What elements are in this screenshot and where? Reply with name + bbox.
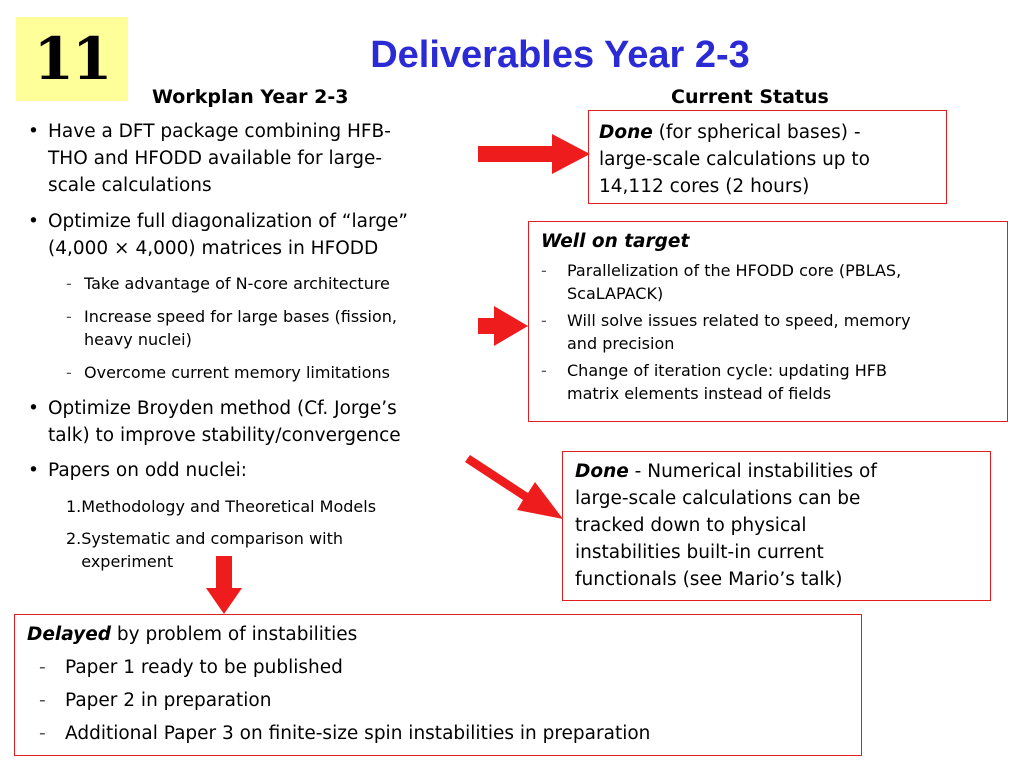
subitem-line: heavy nuclei) xyxy=(84,330,192,349)
slide-title: Deliverables Year 2-3 xyxy=(370,34,750,76)
dash-glyph: - xyxy=(541,361,547,380)
bullet-line: THO and HFODD available for large- xyxy=(48,148,383,169)
dash-glyph: - xyxy=(39,657,46,678)
status-line: large-scale calculations can be xyxy=(575,488,861,509)
dash-glyph: - xyxy=(541,261,547,280)
item-number: 2. xyxy=(66,529,82,548)
dash-glyph: - xyxy=(66,274,72,293)
status-lead: Delayed xyxy=(27,624,112,645)
item-number: 1. xyxy=(66,497,82,516)
bullet-line: (4,000 × 4,000) matrices in HFODD xyxy=(48,238,379,259)
workplan-heading: Workplan Year 2-3 xyxy=(152,86,349,108)
dash-glyph: - xyxy=(39,690,46,711)
arrow-down-icon xyxy=(206,556,242,614)
status-item-line: Will solve issues related to speed, memory xyxy=(567,311,911,330)
arrow-right-icon xyxy=(478,134,590,174)
status-item-line: Change of iteration cycle: updating HFB xyxy=(567,361,887,380)
status-item-line: Paper 1 ready to be published xyxy=(65,657,343,678)
bullet-line: Papers on odd nuclei: xyxy=(48,460,248,481)
status-text: - Numerical instabilities of xyxy=(628,461,877,482)
status-line: functionals (see Mario’s talk) xyxy=(575,569,843,590)
status-text: by problem of instabilities xyxy=(111,624,358,645)
status-line: tracked down to physical xyxy=(575,515,807,536)
status-item-line: Paper 2 in preparation xyxy=(65,690,272,711)
numbered-line: Methodology and Theoretical Models xyxy=(81,497,377,516)
status-lead: Done xyxy=(599,122,653,143)
bullet-line: Optimize Broyden method (Cf. Jorge’s xyxy=(48,398,397,419)
status-text: (for spherical bases) - xyxy=(652,122,861,143)
slide-number: 11 xyxy=(33,25,111,93)
arrow-down-right-icon xyxy=(465,455,563,519)
status-line: instabilities built-in current xyxy=(575,542,824,563)
bullet-line: Optimize full diagonalization of “large” xyxy=(48,211,408,232)
status-line: large-scale calculations up to xyxy=(599,149,871,170)
subitem-line: Overcome current memory limitations xyxy=(84,363,390,382)
status-item-line: matrix elements instead of fields xyxy=(567,384,832,403)
status-lead: Done xyxy=(575,461,629,482)
bullet-glyph: • xyxy=(28,121,39,142)
bullet-line: talk) to improve stability/convergence xyxy=(48,425,401,446)
arrow-right-icon xyxy=(478,306,528,346)
dash-glyph: - xyxy=(541,311,547,330)
status-item-line: ScaLAPACK) xyxy=(567,284,664,303)
status-heading: Current Status xyxy=(671,86,829,108)
status-line: 14,112 cores (2 hours) xyxy=(599,176,810,197)
subitem-line: Increase speed for large bases (fission, xyxy=(84,307,397,326)
numbered-line: experiment xyxy=(81,552,174,571)
bullet-glyph: • xyxy=(28,398,39,419)
bullet-line: scale calculations xyxy=(48,175,212,196)
bullet-glyph: • xyxy=(28,211,39,232)
dash-glyph: - xyxy=(66,363,72,382)
subitem-line: Take advantage of N-core architecture xyxy=(84,274,390,293)
status-item-line: Parallelization of the HFODD core (PBLAS, xyxy=(567,261,902,280)
status-lead: Well on target xyxy=(541,231,690,252)
status-item-line: Additional Paper 3 on finite-size spin instabilities in preparation xyxy=(65,723,651,744)
bullet-glyph: • xyxy=(28,460,39,481)
numbered-line: Systematic and comparison with xyxy=(81,529,343,548)
dash-glyph: - xyxy=(39,723,46,744)
status-item-line: and precision xyxy=(567,334,675,353)
bullet-line: Have a DFT package combining HFB- xyxy=(48,121,391,142)
dash-glyph: - xyxy=(66,307,72,326)
